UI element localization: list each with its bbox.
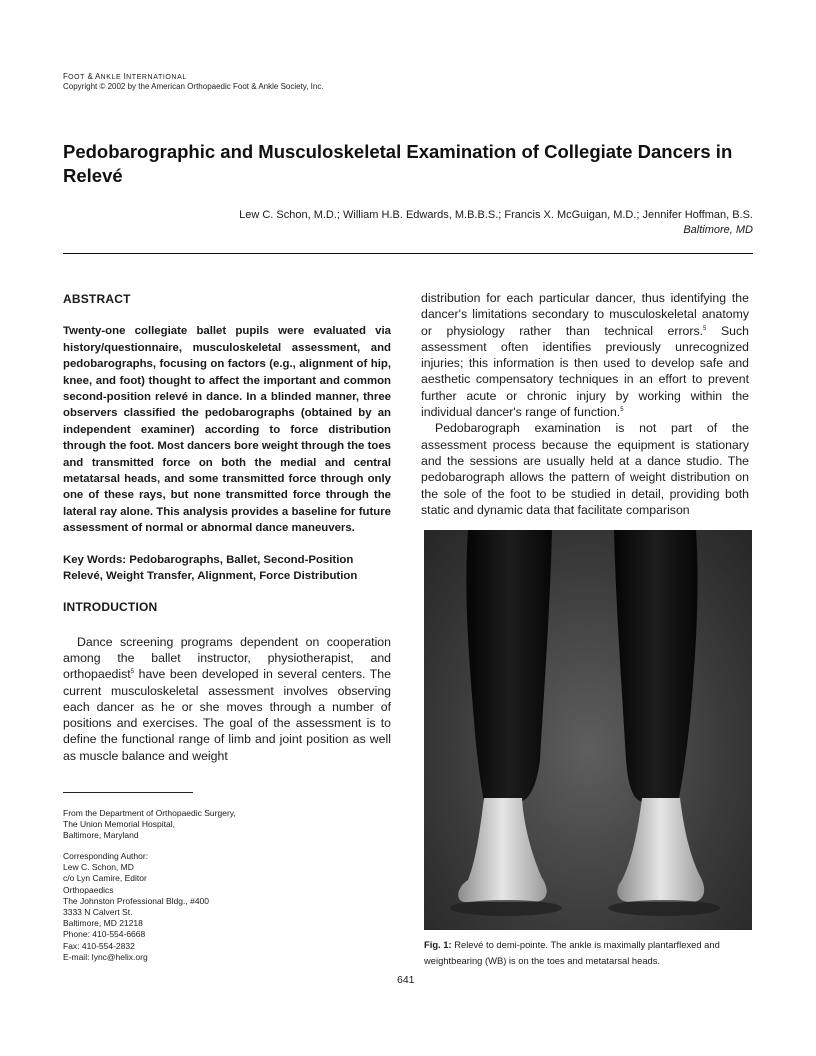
copyright-line: Copyright © 2002 by the American Orthopaedic Foot & Ankle Society, Inc.	[63, 82, 324, 91]
right-column	[421, 290, 749, 518]
journal-name: FOOT & ANKLE INTERNATIONAL	[63, 72, 187, 81]
corresponding-author-footnote: Corresponding Author: Lew C. Schon, MD c/o Lyn Camire, Editor Orthopaedics The Johnston Professional Bldg., #400 3333 N Calvert St. Baltimore, MD 21218 Phone: 410-554-6668 Fax: 410-554-2832 E-mail: lync@helix.org	[63, 851, 210, 962]
title-divider	[63, 253, 753, 254]
key-words: Key Words: Pedobarographs, Ballet, Second-Position Relevé, Weight Transfer, Alignment, Force Distribution	[63, 553, 358, 582]
article-title: Pedobarographic and Musculoskeletal Examination of Collegiate Dancers in Relevé	[63, 141, 733, 186]
figure-photo-dancer-releve	[424, 530, 752, 930]
affiliation-footnote: From the Department of Orthopaedic Surgery, The Union Memorial Hospital, Baltimore, Maryland	[63, 808, 236, 841]
dancer-legs-illustration	[424, 530, 752, 930]
abstract-heading: ABSTRACT	[63, 292, 131, 306]
figure-label: Fig. 1:	[424, 939, 452, 950]
abstract-text: Twenty-one collegiate ballet pupils were evaluated via history/questionnaire, musculoskeletal assessment, and pedobarographs, focusing on factors (e.g., alignment of hip, knee, and foot) thought to affect the important and common second-position relevé in dance. In a blinded manner, three observers classified the pedobarographs (obtained by an independent examiner) according to force distribution through the foot. Most dancers bore weight through the toes and transmitted force on both the medial and central metatarsal heads, and some transmitted force through only one of these rays, but none transmitted force through the lateral ray alone. This analysis provides a baseline for future assessment of normal or abnormal dance maneuvers.	[63, 325, 391, 535]
citation-superscript: 5	[130, 669, 135, 676]
introduction-heading: INTRODUCTION	[63, 600, 158, 615]
author-location: Baltimore, MD	[683, 224, 753, 236]
introduction-paragraph: Dance screening programs dependent on cooperation among the ballet instructor, physiotherapist, and orthopaedist$^5$ have been developed in several centers. The current musculoskeletal assessment involves observing each dancer as he or she moves through a number of positions and exercises. The goal of the assessment is to define the functional range of limb and joint position as well as muscle balance and weight	[63, 634, 391, 763]
author-block	[53, 208, 753, 238]
pedobarograph-paragraph: Pedobarograph examination is not part of the assessment process because the equipment is stationary and the sessions are usually held at a dance studio. The pedobarograph allows the pattern of weight distribution on the sole of the foot to be studied in detail, providing both static and dynamic data that facilitate comparison	[421, 421, 749, 517]
citation-superscript: 5	[703, 325, 707, 332]
continued-paragraph: distribution for each particular dancer, thus identifying the dancer's limitations secondary to musculoskeletal anatomy or physiology rather than technical errors.$^5$ Such assessment often identifies previously unrecognized injuries; this information is then used to develop safe and aesthetic compensatory techniques in an effort to prevent further acute or chronic injury by working within the individual dancer's range of function.$^5$	[421, 291, 749, 420]
page-number: 641	[397, 974, 415, 986]
citation-superscript: 5	[620, 407, 624, 414]
left-column	[63, 291, 391, 764]
footnote-divider	[63, 792, 193, 793]
email-address: E-mail: lync@helix.org	[63, 951, 148, 962]
author-list: Lew C. Schon, M.D.; William H.B. Edwards, M.B.B.S.; Francis X. McGuigan, M.D.; Jennifer Hoffman, B.S.	[239, 209, 753, 221]
figure-caption: Fig. 1: Relevé to demi-pointe. The ankle is maximally plantarflexed and weightbearing (WB) is on the toes and metatarsal heads.	[424, 939, 720, 966]
